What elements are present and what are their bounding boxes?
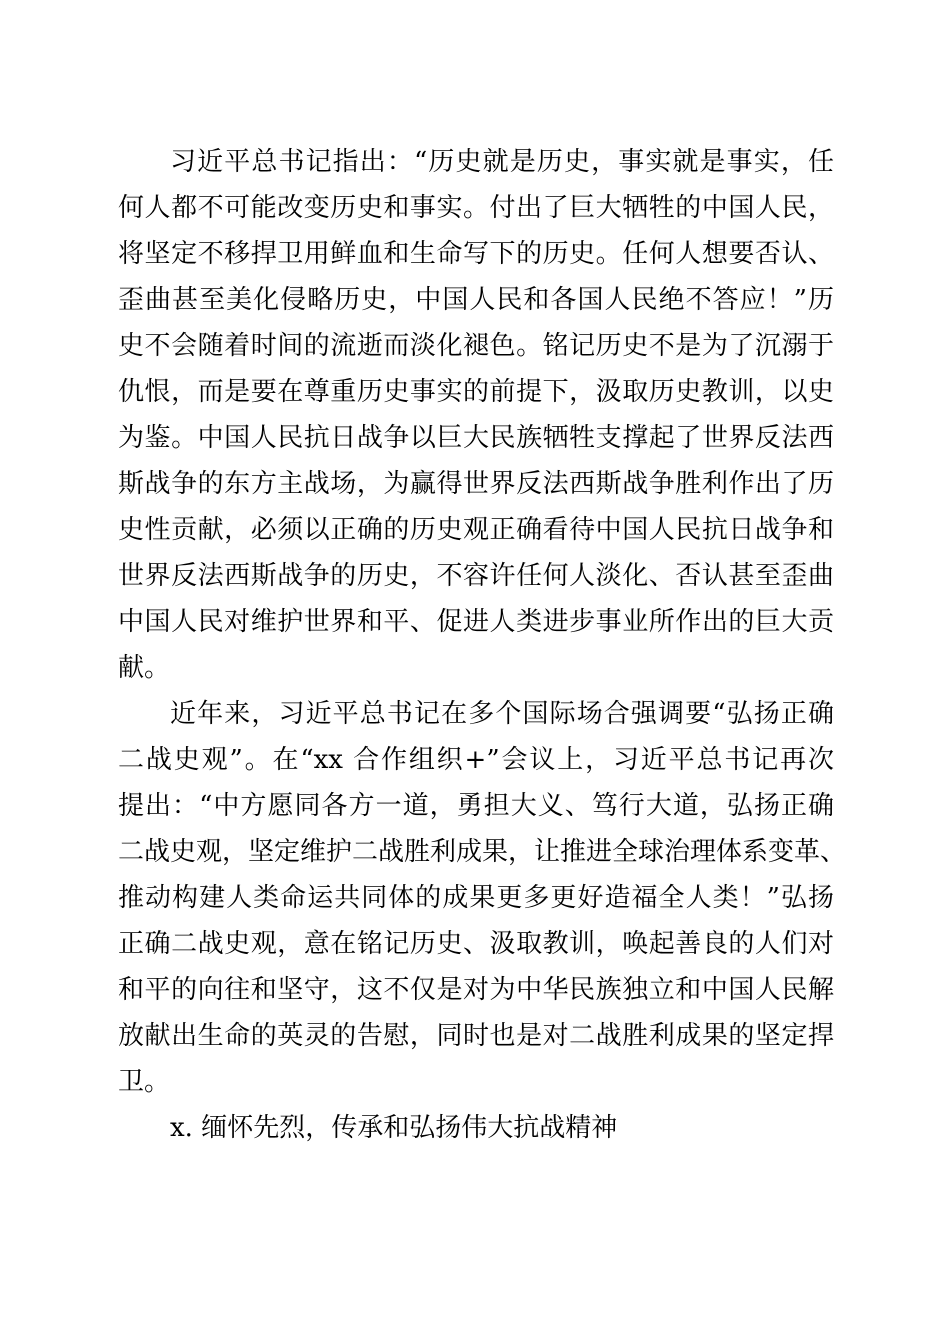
paragraph-1-line-6: 仇恨，而是要在尊重历史事实的前提下，汲取历史教训，以史	[118, 377, 834, 407]
paragraph-1-line-11: 中国人民对维护世界和平、促进人类进步事业所作出的巨大贡	[118, 607, 834, 637]
paragraph-1-line-12: 献。	[118, 653, 171, 683]
paragraph-1-line-1: 习近平总书记指出：“历史就是历史，事实就是事实，任	[170, 147, 834, 177]
paragraph-1-line-8: 斯战争的东方主战场，为赢得世界反法西斯战争胜利作出了历	[118, 469, 834, 499]
paragraph-2-line-9: 卫。	[118, 1067, 171, 1097]
paragraph-1-line-10: 世界反法西斯战争的历史，不容许任何人淡化、否认甚至歪曲	[118, 561, 834, 591]
paragraph-1-line-3: 将坚定不移捍卫用鲜血和生命写下的历史。任何人想要否认、	[118, 239, 834, 269]
paragraph-2-line-4: 二战史观，坚定维护二战胜利成果，让推进全球治理体系变革、	[118, 837, 847, 867]
paragraph-2-line-3: 提出：“中方愿同各方一道，勇担大义、笃行大道，弘扬正确	[118, 791, 834, 821]
paragraph-2-line-7: 和平的向往和坚守，这不仅是对为中华民族独立和中国人民解	[118, 975, 834, 1005]
paragraph-1-line-9: 史性贡献，必须以正确的历史观正确看待中国人民抗日战争和	[118, 515, 834, 545]
paragraph-1-line-4: 歪曲甚至美化侵略历史，中国人民和各国人民绝不答应！”历	[118, 285, 834, 315]
section-heading: x. 缅怀先烈，传承和弘扬伟大抗战精神	[170, 1113, 618, 1143]
paragraph-2-line-8: 放献出生命的英灵的告慰，同时也是对二战胜利成果的坚定捍	[118, 1021, 834, 1051]
paragraph-1-line-5: 史不会随着时间的流逝而淡化褪色。铭记历史不是为了沉溺于	[118, 331, 834, 361]
paragraph-1-line-2: 何人都不可能改变历史和事实。付出了巨大牺牲的中国人民，	[118, 193, 834, 223]
paragraph-2-line-5: 推动构建人类命运共同体的成果更多更好造福全人类！”弘扬	[118, 883, 834, 913]
paragraph-2-line-6: 正确二战史观，意在铭记历史、汲取教训，唤起善良的人们对	[118, 929, 834, 959]
paragraph-2-line-1: 近年来，习近平总书记在多个国际场合强调要“弘扬正确	[170, 699, 834, 729]
paragraph-1-line-7: 为鉴。中国人民抗日战争以巨大民族牺牲支撑起了世界反法西	[118, 423, 834, 453]
paragraph-2-line-2: 二战史观”。在“xx 合作组织+”会议上，习近平总书记再次	[118, 745, 834, 775]
